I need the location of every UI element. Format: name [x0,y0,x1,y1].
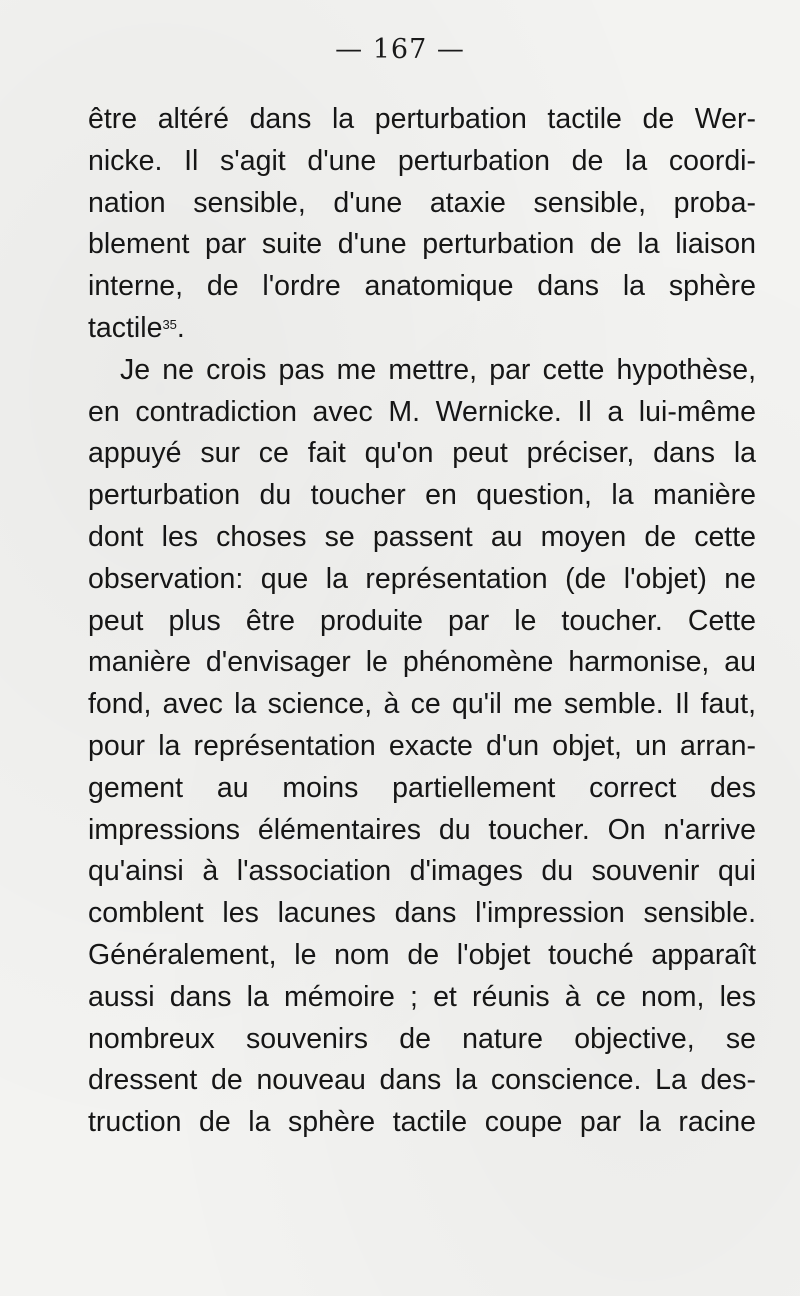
text-line: blement par suite d'une perturbation de la liaison [88,228,756,261]
text-line: dressent de nouveau dans la conscience. La des- [88,1064,756,1097]
text-line: pour la représentation exacte d'un objet, un arran- [88,729,756,762]
text-line: qu'ainsi à l'association d'images du souvenir qui [88,855,756,888]
last-line-punctuation: . [176,311,185,344]
text-line: observation: que la représentation (de l'objet) ne [88,562,756,595]
text-line: en contradiction avec M. Wernicke. Il a lui-même [88,395,756,428]
last-line-text: tactile [88,311,163,344]
text-line: interne, de l'ordre anatomique dans la sphère [88,270,756,303]
text-line: Je ne crois pas me mettre, par cette hypothèse, [120,353,756,386]
text-line: aussi dans la mémoire ; et réunis à ce nom, les [88,980,756,1013]
text-line: comblent les lacunes dans l'impression sensible. [88,897,756,930]
body-text [88,99,756,1144]
text-line: impressions élémentaires du toucher. On n'arrive [88,813,756,846]
text-line: peut plus être produite par le toucher. Cette [88,604,756,637]
text-line: nicke. Il s'agit d'une perturbation de la coordi- [88,144,756,177]
text-line: truction de la sphère tactile coupe par la racine [88,1106,756,1139]
paragraph-2 [88,350,756,1144]
text-line: nation sensible, d'une ataxie sensible, proba- [88,186,756,219]
text-line: fond, avec la science, à ce qu'il me semble. Il faut, [88,688,756,721]
text-line: Généralement, le nom de l'objet touché apparaît [88,938,756,971]
text-line: gement au moins partiellement correct des [88,771,756,804]
paragraph-1 [88,99,756,350]
text-line: appuyé sur ce fait qu'on peut préciser, dans la [88,437,756,470]
text-line: dont les choses se passent au moyen de cette [88,520,756,553]
footnote-marker: 35 [162,316,177,332]
text-line-last [88,308,756,350]
text-line: être altéré dans la perturbation tactile de Wer- [88,103,756,135]
text-line: nombreux souvenirs de nature objective, se [88,1022,756,1055]
text-line: manière d'envisager le phénomène harmonise, au [88,646,756,679]
page-number: — 167 — [335,34,465,65]
text-line: perturbation du toucher en question, la manière [88,479,756,512]
